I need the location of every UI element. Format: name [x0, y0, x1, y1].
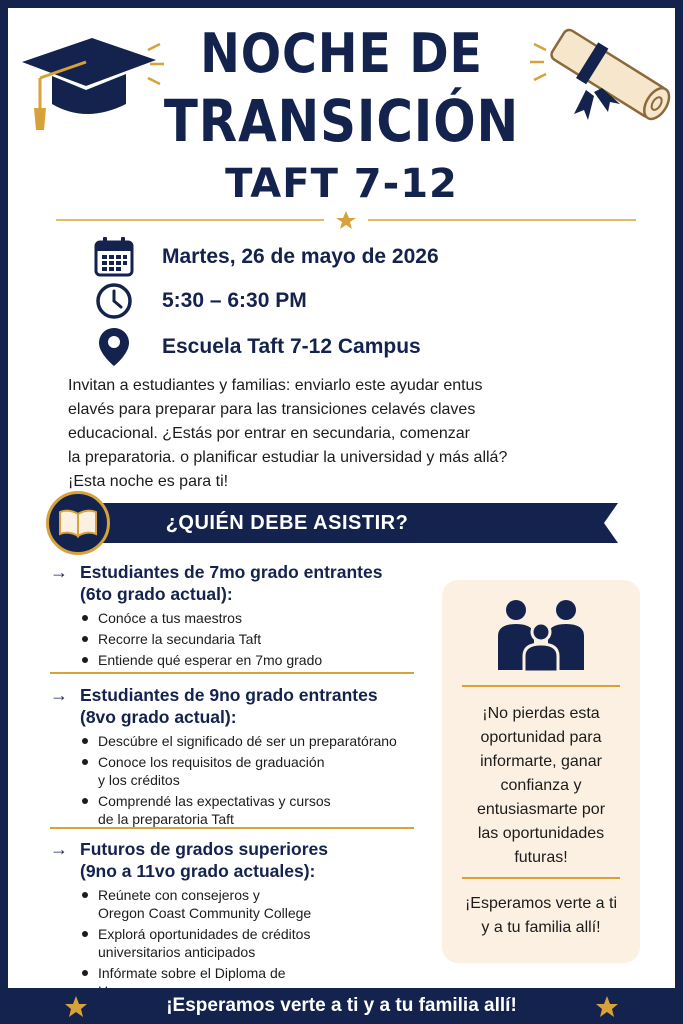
- section-title: Estudiantes de 9no grado entrantes (8vo grado actual):: [80, 685, 378, 727]
- section-title: Futuros de grados superiores (9no a 11vo grado actuales):: [80, 839, 328, 881]
- intro-paragraph: [68, 374, 628, 494]
- card-divider: [462, 877, 620, 879]
- section-7mo-grado: [50, 561, 425, 672]
- list-item: Infórmate sobre el Diploma de: [80, 964, 425, 1000]
- title-line-2: TRANSICIÓN: [163, 87, 520, 155]
- star-icon: [595, 995, 619, 1019]
- section-9no-grado: [50, 684, 425, 831]
- info-card: [442, 580, 640, 963]
- section-divider: [50, 672, 414, 674]
- bullet-list: [80, 732, 425, 828]
- intro-line: elavés para preparar para las transiciones celavés claves: [68, 401, 476, 418]
- title-line-1: NOCHE DE: [200, 22, 483, 85]
- card-closing: ¡Esperamos verte a ti y a tu familia allí!: [464, 895, 618, 936]
- calendar-icon: [90, 234, 138, 280]
- footer-bar: [0, 988, 683, 1024]
- list-item: Reúnete con consejeros y Oregon Coast Community College: [80, 886, 425, 922]
- section-divider: [50, 827, 414, 829]
- intro-line: la preparatoria. o planificar estudiar la universidad y más allá?: [68, 449, 508, 466]
- list-item: Recorre la secundaria Taft: [80, 630, 425, 648]
- bullet-list: [80, 609, 425, 669]
- footer-text: ¡Esperamos verte a ti y a tu familia allí!: [166, 995, 517, 1016]
- clock-icon: [90, 278, 138, 324]
- arrow-right-icon: →: [50, 562, 68, 582]
- star-icon: [336, 211, 356, 229]
- event-location: Escuela Taft 7-12 Campus: [162, 335, 421, 358]
- intro-line: Invitan a estudiantes y familias: enviarlo este ayudar entus: [68, 377, 483, 394]
- arrow-right-icon: →: [50, 685, 68, 705]
- list-item: Descúbre el significado dé ser un preparatórano: [80, 732, 425, 750]
- intro-line: educacional. ¿Estás por entrar en secundaria, comenzar: [68, 425, 470, 442]
- title-line-3: TAFT 7-12: [225, 161, 458, 207]
- arrow-right-icon: →: [50, 839, 68, 859]
- bullet-list: [80, 886, 425, 1000]
- section-grados-superiores: [50, 838, 425, 1003]
- title-block: [0, 22, 683, 208]
- event-location-row: [90, 324, 421, 370]
- section-title: Estudiantes de 7mo grado entrantes (6to grado actual):: [80, 562, 383, 604]
- list-item: Explorá oportunidades de créditos universitarios anticipados: [80, 925, 425, 961]
- event-date: Martes, 26 de mayo de 2026: [162, 245, 439, 268]
- event-time-row: [90, 278, 307, 324]
- location-pin-icon: [90, 324, 138, 370]
- list-item: Entiende qué esperar en 7mo grado: [80, 651, 425, 669]
- card-message: ¡No pierdas esta oportunidad para informarte, ganar confianza y entusiasmarte por las oportunidades futuras!: [476, 705, 606, 866]
- intro-line: ¡Esta noche es para ti!: [68, 473, 229, 490]
- event-date-row: [90, 234, 439, 280]
- list-item: Conoce los requisitos de graduación y los créditos: [80, 753, 425, 789]
- open-book-icon: [46, 491, 110, 555]
- banner-title: ¿QUIÉN DEBE ASISTIR?: [165, 512, 409, 534]
- family-icon: [494, 598, 588, 672]
- event-time: 5:30 – 6:30 PM: [162, 289, 307, 312]
- title-divider: [56, 211, 636, 231]
- list-item: Comprendé las expectativas y cursos de la preparatoria Taft: [80, 792, 425, 828]
- card-divider: [462, 685, 620, 687]
- list-item: Conóce a tus maestros: [80, 609, 425, 627]
